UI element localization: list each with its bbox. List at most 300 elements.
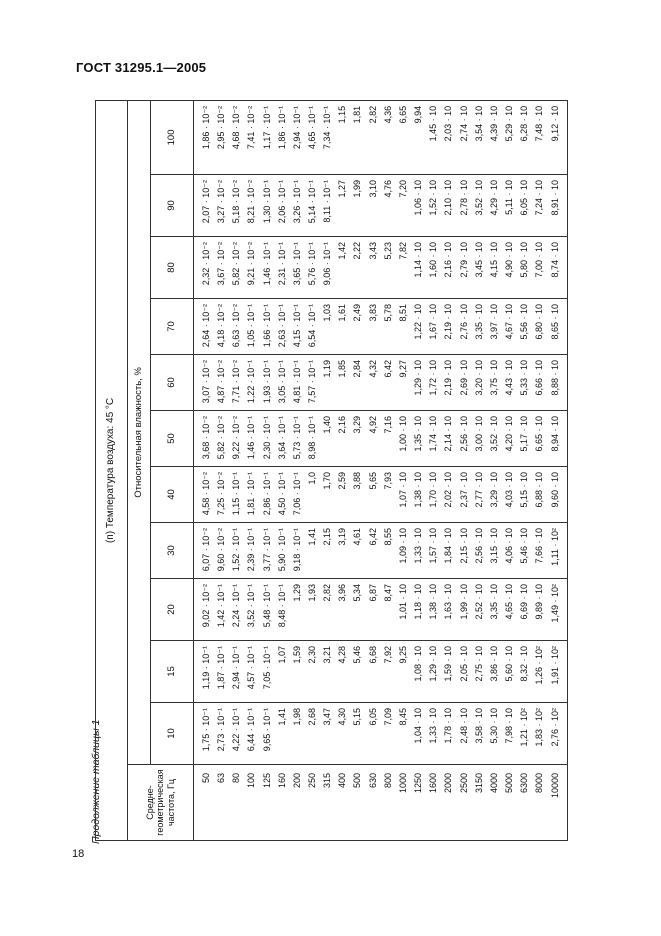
value-cell: 8,98 · 10⁻¹: [305, 411, 320, 467]
value-cell: 1,27: [335, 175, 350, 237]
value-cell: 6,68: [366, 641, 381, 703]
frequency-cell: 1600: [426, 765, 441, 841]
table-continuation-caption: Продолжение таблицы 1: [90, 719, 102, 844]
value-cell: 7,09: [381, 703, 396, 765]
value-cell: 5,90 · 10⁻¹: [275, 523, 290, 579]
value-cell: 2,76 · 10: [457, 299, 472, 355]
value-cell: 8,48 · 10⁻¹: [275, 579, 290, 641]
value-cell: 5,60 · 10: [502, 641, 517, 703]
value-cell: 3,29: [351, 411, 366, 467]
value-cell: 1,18 · 10: [411, 579, 426, 641]
value-cell: 4,36: [381, 100, 396, 174]
value-cell: 3,77 · 10⁻¹: [260, 523, 275, 579]
frequency-cell: 500: [351, 765, 366, 841]
value-cell: 8,32 · 10: [517, 641, 532, 703]
value-cell: 8,74 · 10: [548, 237, 568, 299]
value-cell: 1,85: [335, 355, 350, 411]
frequency-cell: 315: [320, 765, 335, 841]
value-cell: 9,06 · 10⁻¹: [320, 237, 335, 299]
value-cell: 1,60 · 10: [426, 237, 441, 299]
table-row: [320, 100, 335, 840]
value-cell: 7,16: [381, 411, 396, 467]
frequency-cell: 63: [214, 765, 229, 841]
value-cell: 5,46: [351, 641, 366, 703]
value-cell: 8,91 · 10: [548, 175, 568, 237]
value-cell: 7,66 · 10: [533, 523, 548, 579]
value-cell: 4,57 · 10⁻¹: [245, 641, 260, 703]
value-cell: 4,15 · 10: [487, 237, 502, 299]
value-cell: 2,56 · 10: [472, 523, 487, 579]
value-cell: 7,92: [381, 641, 396, 703]
frequency-cell: 200: [290, 765, 305, 841]
value-cell: 3,29 · 10: [487, 467, 502, 523]
value-cell: 1,52 · 10: [426, 175, 441, 237]
value-cell: 1,08 · 10: [411, 641, 426, 703]
value-cell: 1,70: [320, 467, 335, 523]
value-cell: 1,29: [290, 579, 305, 641]
value-cell: 1,41: [275, 703, 290, 765]
value-cell: 5,30 · 10: [487, 703, 502, 765]
value-cell: 1,15: [335, 100, 350, 174]
value-cell: 5,48 · 10⁻¹: [260, 579, 275, 641]
value-cell: 6,44 · 10⁻¹: [245, 703, 260, 765]
value-cell: 5,15 · 10: [517, 467, 532, 523]
value-cell: 6,87: [366, 579, 381, 641]
value-cell: 1,14 · 10: [411, 237, 426, 299]
value-cell: 2,19 · 10: [442, 299, 457, 355]
value-cell: 9,25: [396, 641, 411, 703]
value-cell: 2,03 · 10: [442, 100, 457, 174]
value-cell: 1,52 · 10⁻¹: [229, 523, 244, 579]
value-cell: 4,30: [335, 703, 350, 765]
value-cell: 4,90 · 10: [502, 237, 517, 299]
value-cell: 9,27: [396, 355, 411, 411]
value-cell: 4,18 · 10⁻²: [214, 299, 229, 355]
value-cell: 3,52 · 10: [472, 175, 487, 237]
table-row: [442, 100, 457, 840]
table-title: (п) Температура воздуха: 45 °С: [96, 100, 128, 840]
value-cell: 5,80 · 10: [517, 237, 532, 299]
frequency-cell: 1000: [396, 765, 411, 841]
value-cell: 4,68 · 10⁻²: [229, 100, 244, 174]
value-cell: 4,65 · 10: [502, 579, 517, 641]
value-cell: 1,86 · 10⁻²: [194, 100, 215, 174]
value-cell: 2,86 · 10⁻¹: [260, 467, 275, 523]
table-row: [366, 100, 381, 840]
value-cell: 2,39 · 10⁻¹: [245, 523, 260, 579]
frequency-cell: 2500: [457, 765, 472, 841]
value-cell: 1,33 · 10: [426, 703, 441, 765]
value-cell: 4,06 · 10: [502, 523, 517, 579]
value-cell: 1,45 · 10: [426, 100, 441, 174]
value-cell: 9,22 · 10⁻²: [229, 411, 244, 467]
value-cell: 3,19: [335, 523, 350, 579]
value-cell: 1,30 · 10⁻¹: [260, 175, 275, 237]
value-cell: 4,32: [366, 355, 381, 411]
value-cell: 8,65 · 10: [548, 299, 568, 355]
table-row: [351, 100, 366, 840]
value-cell: 9,94: [411, 100, 426, 174]
value-cell: 2,75 · 10: [472, 641, 487, 703]
value-cell: 5,65: [366, 467, 381, 523]
value-cell: 5,82 · 10⁻²: [229, 237, 244, 299]
value-cell: 4,61: [351, 523, 366, 579]
value-cell: 5,23: [381, 237, 396, 299]
value-cell: 1,74 · 10: [426, 411, 441, 467]
value-cell: 3,43: [366, 237, 381, 299]
value-cell: 1,38 · 10: [411, 467, 426, 523]
value-cell: 4,87 · 10⁻²: [214, 355, 229, 411]
value-cell: 7,05 · 10⁻¹: [260, 641, 275, 703]
table-row: [381, 100, 396, 840]
value-cell: 5,82 · 10⁻²: [214, 411, 229, 467]
value-cell: 1,63 · 10: [442, 579, 457, 641]
value-cell: 1,83 · 10²: [533, 703, 548, 765]
frequency-cell: 400: [335, 765, 350, 841]
value-cell: 2,82: [366, 100, 381, 174]
humidity-column-header: 10: [151, 703, 194, 765]
value-cell: 1,46 · 10⁻¹: [260, 237, 275, 299]
value-cell: 4,22 · 10⁻¹: [229, 703, 244, 765]
value-cell: 2,94 · 10⁻¹: [290, 100, 305, 174]
value-cell: 2,48 · 10: [457, 703, 472, 765]
value-cell: 6,54 · 10⁻¹: [305, 299, 320, 355]
value-cell: 1,70 · 10: [426, 467, 441, 523]
value-cell: 3,07 · 10⁻²: [194, 355, 215, 411]
value-cell: 1,29 · 10: [426, 641, 441, 703]
table-row: [548, 100, 568, 840]
value-cell: 1,59 · 10: [442, 641, 457, 703]
value-cell: 1,49 · 10²: [548, 579, 568, 641]
value-cell: 1,15 · 10⁻¹: [229, 467, 244, 523]
value-cell: 2,06 · 10⁻¹: [275, 175, 290, 237]
value-cell: 3,26 · 10⁻¹: [290, 175, 305, 237]
value-cell: 1,17 · 10⁻¹: [260, 100, 275, 174]
value-cell: 4,50 · 10⁻¹: [275, 467, 290, 523]
frequency-cell: 50: [194, 765, 215, 841]
value-cell: 1,06 · 10: [411, 175, 426, 237]
humidity-column-header: 80: [151, 237, 194, 299]
value-cell: 1,19 · 10⁻¹: [194, 641, 215, 703]
value-cell: 4,39 · 10: [487, 100, 502, 174]
value-cell: 9,60 · 10⁻²: [214, 523, 229, 579]
value-cell: 3,75 · 10: [487, 355, 502, 411]
value-cell: 2,94 · 10⁻¹: [229, 641, 244, 703]
table-row: [305, 100, 320, 840]
value-cell: 1,72 · 10: [426, 355, 441, 411]
frequency-cell: 10000: [548, 765, 568, 841]
value-cell: 5,29 · 10: [502, 100, 517, 174]
value-cell: 6,65 · 10: [533, 411, 548, 467]
value-cell: 8,88 · 10: [548, 355, 568, 411]
frequency-cell: 800: [381, 765, 396, 841]
value-cell: 2,22: [351, 237, 366, 299]
value-cell: 6,05: [366, 703, 381, 765]
value-cell: 4,15 · 10⁻¹: [290, 299, 305, 355]
table-row: [335, 100, 350, 840]
value-cell: 2,15 · 10: [457, 523, 472, 579]
value-cell: 7,00 · 10: [533, 237, 548, 299]
value-cell: 2,10 · 10: [442, 175, 457, 237]
attenuation-table: [95, 100, 568, 841]
value-cell: 4,28: [335, 641, 350, 703]
value-cell: 5,78: [381, 299, 396, 355]
value-cell: 1,67 · 10: [426, 299, 441, 355]
value-cell: 3,35 · 10: [487, 579, 502, 641]
value-cell: 3,64 · 10⁻¹: [275, 411, 290, 467]
humidity-column-header: 40: [151, 467, 194, 523]
value-cell: 5,15: [351, 703, 366, 765]
humidity-column-header: 30: [151, 523, 194, 579]
value-cell: 1,87 · 10⁻¹: [214, 641, 229, 703]
value-cell: 6,07 · 10⁻²: [194, 523, 215, 579]
value-cell: 1,29 · 10: [411, 355, 426, 411]
frequency-cell: 160: [275, 765, 290, 841]
value-cell: 2,95 · 10⁻²: [214, 100, 229, 174]
value-cell: 4,65 · 10⁻¹: [305, 100, 320, 174]
value-cell: 4,58 · 10⁻²: [194, 467, 215, 523]
value-cell: 6,63 · 10⁻²: [229, 299, 244, 355]
humidity-column-header: 70: [151, 299, 194, 355]
value-cell: 5,18 · 10⁻²: [229, 175, 244, 237]
frequency-cell: 2000: [442, 765, 457, 841]
value-cell: 1,99: [351, 175, 366, 237]
value-cell: 1,04 · 10: [411, 703, 426, 765]
value-cell: 1,07 · 10: [396, 467, 411, 523]
value-cell: 1,99 · 10: [457, 579, 472, 641]
value-cell: 6,28 · 10: [517, 100, 532, 174]
value-cell: 2,30: [305, 641, 320, 703]
value-cell: 3,52 · 10⁻¹: [245, 579, 260, 641]
value-cell: 3,96: [335, 579, 350, 641]
value-cell: 7,71 · 10⁻²: [229, 355, 244, 411]
value-cell: 1,33 · 10: [411, 523, 426, 579]
table-row: [533, 100, 548, 840]
value-cell: 1,38 · 10: [426, 579, 441, 641]
value-cell: 3,86 · 10: [487, 641, 502, 703]
value-cell: 1,59: [290, 641, 305, 703]
value-cell: 3,35 · 10: [472, 299, 487, 355]
value-cell: 2,02 · 10: [442, 467, 457, 523]
value-cell: 4,76: [381, 175, 396, 237]
value-cell: 3,21: [320, 641, 335, 703]
frequency-column-header: Средне-геометрическая частота, Гц: [128, 765, 194, 841]
value-cell: 1,09 · 10: [396, 523, 411, 579]
value-cell: 3,97 · 10: [487, 299, 502, 355]
value-cell: 1,40: [320, 411, 335, 467]
value-cell: 4,81 · 10⁻¹: [290, 355, 305, 411]
humidity-column-header: 50: [151, 411, 194, 467]
frequency-cell: 80: [229, 765, 244, 841]
value-cell: 2,16 · 10: [442, 237, 457, 299]
value-cell: 6,42: [381, 355, 396, 411]
value-cell: 3,88: [351, 467, 366, 523]
value-cell: 2,84: [351, 355, 366, 411]
value-cell: 1,41: [305, 523, 320, 579]
value-cell: 7,48 · 10: [533, 100, 548, 174]
value-cell: 2,74 · 10: [457, 100, 472, 174]
value-cell: 3,67 · 10⁻²: [214, 237, 229, 299]
value-cell: 1,78 · 10: [442, 703, 457, 765]
table-row: [290, 100, 305, 840]
value-cell: 2,24 · 10⁻¹: [229, 579, 244, 641]
value-cell: 5,34: [351, 579, 366, 641]
value-cell: 9,12 · 10: [548, 100, 568, 174]
value-cell: 7,25 · 10⁻²: [214, 467, 229, 523]
value-cell: 5,46 · 10: [517, 523, 532, 579]
value-cell: 6,66 · 10: [533, 355, 548, 411]
value-cell: 2,37 · 10: [457, 467, 472, 523]
table-row: [472, 100, 487, 840]
document-title: ГОСТ 31295.1—2005: [76, 60, 207, 75]
value-cell: 1,03: [320, 299, 335, 355]
value-cell: 7,41 · 10⁻²: [245, 100, 260, 174]
value-cell: 3,05 · 10⁻¹: [275, 355, 290, 411]
value-cell: 5,76 · 10⁻¹: [305, 237, 320, 299]
value-cell: 1,86 · 10⁻¹: [275, 100, 290, 174]
frequency-cell: 8000: [533, 765, 548, 841]
value-cell: 1,42 · 10⁻¹: [214, 579, 229, 641]
value-cell: 1,00 · 10: [396, 411, 411, 467]
value-cell: 4,03 · 10: [502, 467, 517, 523]
value-cell: 2,64 · 10⁻²: [194, 299, 215, 355]
table-row: [260, 100, 275, 840]
value-cell: 2,63 · 10⁻¹: [275, 299, 290, 355]
table-row: [517, 100, 532, 840]
value-cell: 1,07: [275, 641, 290, 703]
table-row: [502, 100, 517, 840]
frequency-cell: 4000: [487, 765, 502, 841]
humidity-header: Относительная влажность, %: [128, 100, 151, 764]
value-cell: 4,43 · 10: [502, 355, 517, 411]
value-cell: 7,24 · 10: [533, 175, 548, 237]
value-cell: 9,65 · 10⁻¹: [260, 703, 275, 765]
value-cell: 3,10: [366, 175, 381, 237]
value-cell: 2,76 · 10²: [548, 703, 568, 765]
value-cell: 1,22 · 10: [411, 299, 426, 355]
value-cell: 9,02 · 10⁻²: [194, 579, 215, 641]
value-cell: 2,56 · 10: [457, 411, 472, 467]
value-cell: 1,93: [305, 579, 320, 641]
value-cell: 4,29 · 10: [487, 175, 502, 237]
value-cell: 1,57 · 10: [426, 523, 441, 579]
value-cell: 3,83: [366, 299, 381, 355]
table-row: [411, 100, 426, 840]
value-cell: 1,26 · 10²: [533, 641, 548, 703]
value-cell: 3,65 · 10⁻¹: [290, 237, 305, 299]
value-cell: 5,11 · 10: [502, 175, 517, 237]
value-cell: 1,91 · 10²: [548, 641, 568, 703]
value-cell: 7,93: [381, 467, 396, 523]
frequency-cell: 125: [260, 765, 275, 841]
value-cell: 6,69 · 10: [517, 579, 532, 641]
value-cell: 2,77 · 10: [472, 467, 487, 523]
frequency-cell: 5000: [502, 765, 517, 841]
value-cell: 6,42: [366, 523, 381, 579]
value-cell: 3,52 · 10: [487, 411, 502, 467]
value-cell: 7,34 · 10⁻¹: [320, 100, 335, 174]
value-cell: 2,19 · 10: [442, 355, 457, 411]
value-cell: 9,89 · 10: [533, 579, 548, 641]
value-cell: 2,49: [351, 299, 366, 355]
value-cell: 1,93 · 10⁻¹: [260, 355, 275, 411]
value-cell: 3,00 · 10: [472, 411, 487, 467]
value-cell: 1,42: [335, 237, 350, 299]
frequency-cell: 100: [245, 765, 260, 841]
value-cell: 7,98 · 10: [502, 703, 517, 765]
value-cell: 4,20 · 10: [502, 411, 517, 467]
rotated-table-container: [95, 101, 568, 841]
value-cell: 1,61: [335, 299, 350, 355]
humidity-column-header: 90: [151, 175, 194, 237]
value-cell: 8,21 · 10⁻²: [245, 175, 260, 237]
value-cell: 1,19: [320, 355, 335, 411]
value-cell: 2,79 · 10: [457, 237, 472, 299]
value-cell: 9,18 · 10⁻¹: [290, 523, 305, 579]
value-cell: 1,01 · 10: [396, 579, 411, 641]
value-cell: 2,15: [320, 523, 335, 579]
frequency-cell: 250: [305, 765, 320, 841]
value-cell: 9,60 · 10: [548, 467, 568, 523]
value-cell: 7,57 · 10⁻¹: [305, 355, 320, 411]
value-cell: 2,14 · 10: [442, 411, 457, 467]
value-cell: 3,15 · 10: [487, 523, 502, 579]
value-cell: 1,11 · 10²: [548, 523, 568, 579]
frequency-cell: 1250: [411, 765, 426, 841]
value-cell: 3,54 · 10: [472, 100, 487, 174]
value-cell: 4,67 · 10: [502, 299, 517, 355]
value-cell: 1,05 · 10⁻¹: [245, 299, 260, 355]
value-cell: 2,59: [335, 467, 350, 523]
value-cell: 2,32 · 10⁻²: [194, 237, 215, 299]
table-row: [245, 100, 260, 840]
value-cell: 1,98: [290, 703, 305, 765]
value-cell: 5,73 · 10⁻¹: [290, 411, 305, 467]
value-cell: 5,33 · 10: [517, 355, 532, 411]
value-cell: 8,47: [381, 579, 396, 641]
value-cell: 8,51: [396, 299, 411, 355]
value-cell: 2,69 · 10: [457, 355, 472, 411]
value-cell: 9,21 · 10⁻²: [245, 237, 260, 299]
value-cell: 6,05 · 10: [517, 175, 532, 237]
value-cell: 1,66 · 10⁻¹: [260, 299, 275, 355]
value-cell: 2,05 · 10: [457, 641, 472, 703]
table-row: [229, 100, 244, 840]
value-cell: 2,30 · 10⁻¹: [260, 411, 275, 467]
table-row: [487, 100, 502, 840]
value-cell: 5,56 · 10: [517, 299, 532, 355]
table-row: [275, 100, 290, 840]
value-cell: 8,55: [381, 523, 396, 579]
frequency-cell: 630: [366, 765, 381, 841]
value-cell: 4,92: [366, 411, 381, 467]
value-cell: 5,17 · 10: [517, 411, 532, 467]
value-cell: 1,81: [351, 100, 366, 174]
value-cell: 1,75 · 10⁻¹: [194, 703, 215, 765]
value-cell: 3,27 · 10⁻²: [214, 175, 229, 237]
value-cell: 2,31 · 10⁻¹: [275, 237, 290, 299]
value-cell: 1,21 · 10²: [517, 703, 532, 765]
value-cell: 2,07 · 10⁻²: [194, 175, 215, 237]
value-cell: 1,81 · 10⁻¹: [245, 467, 260, 523]
value-cell: 2,52 · 10: [472, 579, 487, 641]
value-cell: 7,20: [396, 175, 411, 237]
value-cell: 3,58 · 10: [472, 703, 487, 765]
value-cell: 3,20 · 10: [472, 355, 487, 411]
value-cell: 8,11 · 10⁻¹: [320, 175, 335, 237]
humidity-column-header: 100: [151, 100, 194, 174]
value-cell: 2,82: [320, 579, 335, 641]
